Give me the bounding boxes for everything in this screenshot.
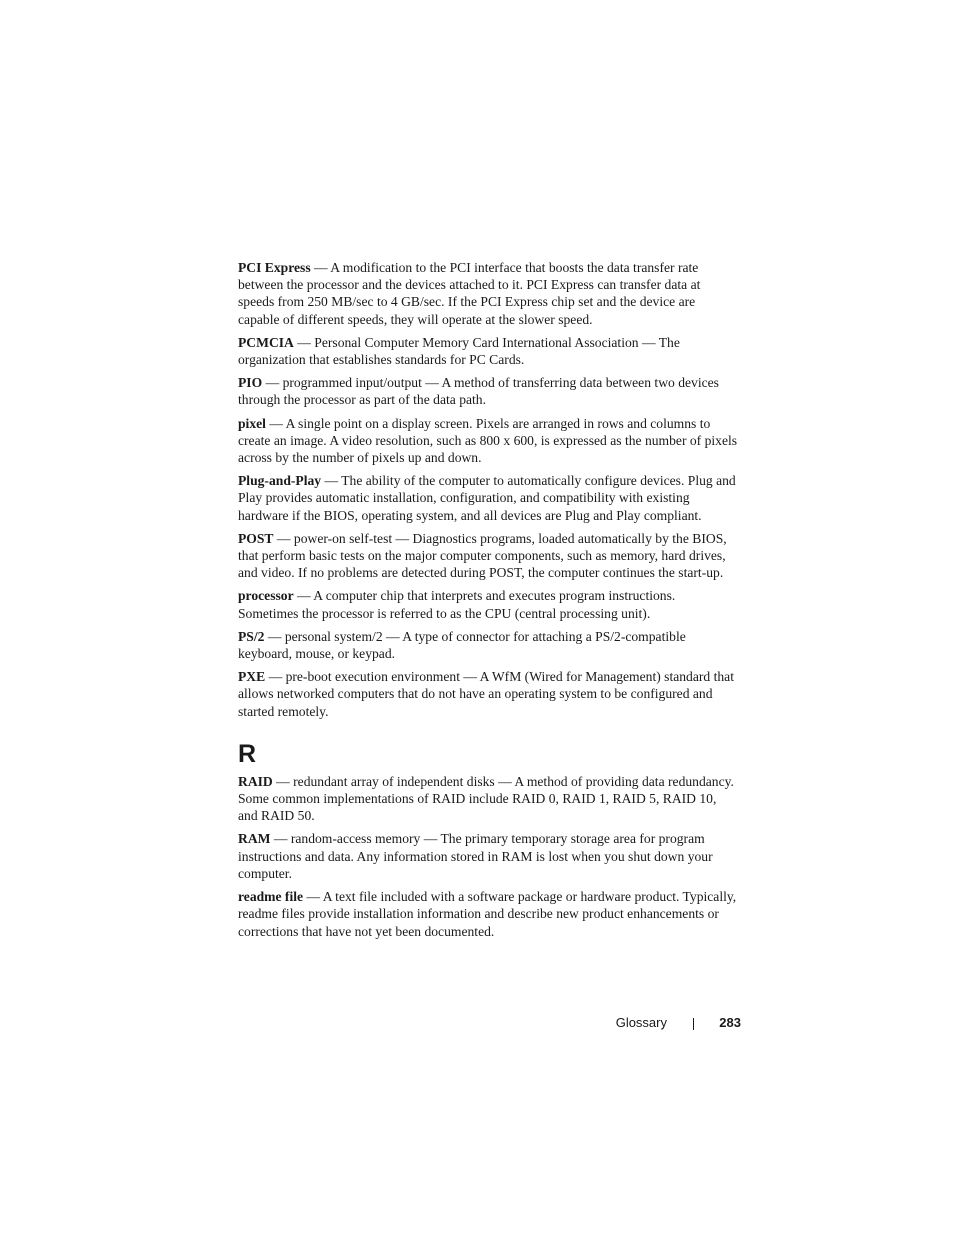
glossary-term: pixel [238, 415, 266, 431]
glossary-term: PCI Express [238, 260, 311, 275]
glossary-entry [238, 530, 738, 582]
glossary-term: PIO [238, 375, 263, 391]
section-heading-r: R [238, 739, 257, 768]
glossary-term: readme file [238, 889, 304, 905]
glossary-term: PS/2 [238, 628, 265, 644]
glossary-entry [238, 415, 738, 467]
glossary-definition: — A computer chip that interprets and executes program instructions. Sometimes the processor is referred to as the CPU (central processing unit). [238, 588, 676, 621]
glossary-entry [238, 830, 738, 882]
page-number: 283 [719, 1015, 741, 1030]
glossary-definition: — redundant array of independent disks — A method of providing data redundancy. Some common implementations of RAID include RAID 0, RAID 1, RAID 5, RAID 10, and RAID 50. [238, 773, 734, 824]
glossary-term: PXE [238, 669, 266, 685]
glossary-definition: — Personal Computer Memory Card International Association — The organization that establishes standards for PC Cards. [238, 334, 680, 368]
glossary-term: Plug-and-Play [238, 473, 322, 489]
glossary-entry [238, 259, 738, 328]
glossary-term: PCMCIA [238, 334, 294, 350]
glossary-term: RAM [238, 831, 271, 847]
glossary-entry [238, 334, 738, 368]
glossary-definition: — A single point on a display screen. Pixels are arranged in rows and columns to create an image. A video resolution, such as 800 x 600, is expressed as the number of pixels across by the number of pixels up and down. [238, 415, 738, 466]
glossary-entry [238, 472, 738, 524]
glossary-definition: — random-access memory — The primary temporary storage area for program instructions and data. Any information stored in RAM is lost when you shut down your computer. [238, 831, 713, 881]
glossary-term: processor [238, 588, 294, 604]
glossary-definition: — programmed input/output — A method of transferring data between two devices through the processor as part of the data path. [238, 375, 719, 408]
glossary-term: POST [238, 530, 274, 546]
glossary-content [238, 259, 738, 946]
glossary-definition: — The ability of the computer to automatically configure devices. Plug and Play provides automatic installation, configuration, and compatibility with existing hardware if the BIOS, operating system, and all devices are Plug and Play compliant. [238, 473, 736, 523]
glossary-definition: — power-on self-test — Diagnostics programs, loaded automatically by the BIOS, that perform basic tests on the major computer components, such as memory, hard drives, and video. If no problems are detected during POST, the computer continues the start-up. [238, 530, 727, 581]
footer-divider [693, 1018, 694, 1030]
glossary-definition: — A text file included with a software package or hardware product. Typically, readme files provide installation information and describe new product enhancements or corrections that have not yet been documented. [238, 889, 737, 939]
glossary-term: RAID [238, 773, 273, 789]
glossary-entry [238, 668, 738, 720]
glossary-entry [238, 628, 738, 662]
glossary-definition: — personal system/2 — A type of connector for attaching a PS/2-compatible keyboard, mouse, or keypad. [238, 628, 686, 662]
footer-section-title: Glossary [615, 1015, 667, 1030]
glossary-definition: — A modification to the PCI interface that boosts the data transfer rate between the processor and the devices attached to it. PCI Express can transfer data at speeds from 250 MB/sec to 4 GB/sec. If the PCI Express chip set and the device are capable of different speeds, they will operate at the slower speed. [238, 260, 701, 327]
glossary-entry [238, 773, 738, 825]
glossary-definition: — pre-boot execution environment — A WfM (Wired for Management) standard that allows networked computers that do not have an operating system to be configured and started remotely. [238, 669, 734, 719]
glossary-entry [238, 587, 738, 621]
glossary-entry [238, 374, 738, 408]
glossary-entry [238, 888, 738, 940]
